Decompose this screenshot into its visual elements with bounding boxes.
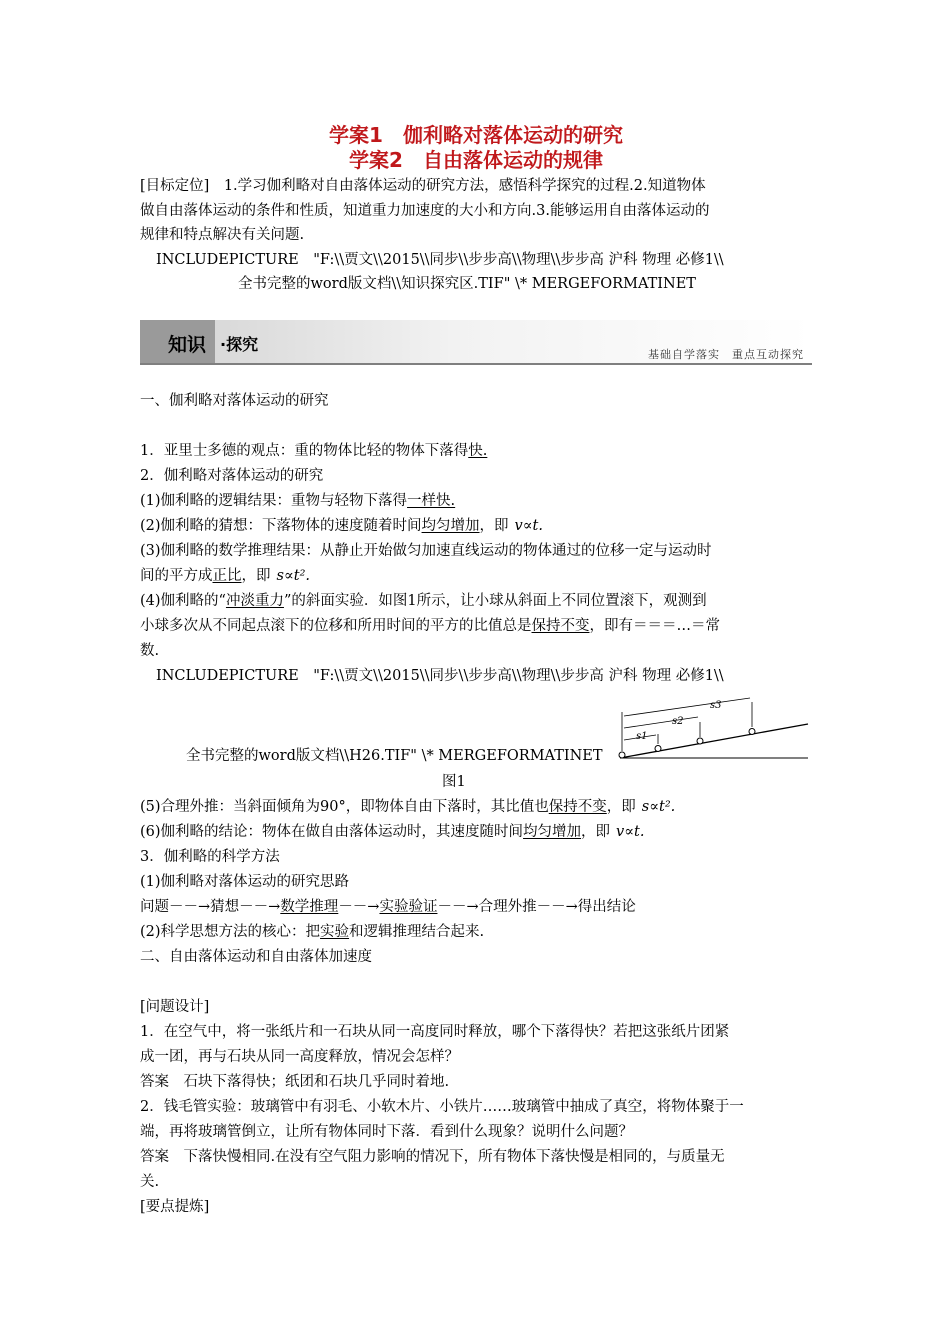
para-7 (140, 797, 675, 817)
formula: v∝t. (514, 518, 543, 534)
text: 和逻辑推理结合起来. (349, 924, 485, 940)
incline-figure (614, 692, 814, 764)
include-field-line-1: INCLUDEPICTURE "F:\\贾文\\2015\\同步\\步步高\\物理\\步步高 沪科 物理 必修1\\ (156, 252, 724, 268)
section-1-heading: 一、伽利略对落体运动的研究 (140, 393, 329, 409)
answer-2a: 答案 下落快慢相同.在没有空气阻力影响的情况下，所有物体下落快慢是相同的，与质量无 (140, 1149, 725, 1165)
formula: s∝t². (276, 568, 311, 584)
answer-blank: 数学推理 (280, 899, 339, 915)
goals-line-2: 做自由落体运动的条件和性质，知道重力加速度的大小和方向.3.能够运用自由落体运动的 (140, 203, 710, 219)
banner-title-rest: ·探究 (220, 335, 259, 354)
text: (1)伽利略的逻辑结果：重物与轻物下落得 (140, 493, 408, 509)
answer-blank: 快. (468, 443, 488, 459)
answer-1: 答案 石块下落得快；纸团和石块几乎同时着地. (140, 1074, 450, 1090)
question-2b: 端，再将玻璃管倒立，让所有物体同时下落．看到什么现象？说明什么问题？ (140, 1124, 633, 1140)
text: (5)合理外推：当斜面倾角为90°，即物体自由下落时，其比值也 (140, 799, 549, 815)
section-banner (140, 320, 812, 365)
answer-blank: 均匀增加 (523, 824, 582, 840)
text: ”的斜面实验．如图1所示，让小球从斜面上不同位置滚下，观测到 (283, 593, 707, 609)
para-3 (140, 491, 455, 511)
research-flow (140, 897, 636, 917)
para-4 (140, 516, 543, 536)
text: ，即 (479, 518, 509, 534)
answer-blank: 保持不变 (548, 799, 607, 815)
label-s1: s1 (636, 731, 648, 742)
question-1b: 成一团，再与石块从同一高度释放，情况会怎样？ (140, 1049, 459, 1065)
answer-blank: 冲淡重力 (225, 593, 284, 609)
text: 小球多次从不同起点滚下的位移和所用时间的平方的比值总是 (140, 618, 532, 634)
text: ，即 (606, 799, 636, 815)
text: ，即 (241, 568, 271, 584)
para-12 (140, 922, 484, 942)
text: ，即有＝＝＝…＝常 (589, 618, 720, 634)
para-6c: 数. (140, 643, 160, 659)
para-6b (140, 616, 720, 636)
banner-rule (140, 363, 812, 365)
label-s2: s2 (672, 716, 684, 727)
text: 问题－－→猜想－－→ (140, 899, 281, 915)
answer-blank: 正比 (212, 568, 242, 584)
label-s3: s3 (710, 700, 722, 711)
text: ，即 (581, 824, 611, 840)
para-9: 3．伽利略的科学方法 (140, 849, 280, 865)
text: －－→合理外推－－→得出结论 (437, 899, 636, 915)
para-6a (140, 591, 707, 611)
figure-caption: 图1 (442, 774, 466, 790)
title-2: 学案2 自由落体运动的规律 (349, 148, 603, 172)
para-8 (140, 822, 645, 842)
question-1a: 1．在空气中，将一张纸片和一石块从同一高度同时释放，哪个下落得快？若把这张纸片团紧 (140, 1024, 730, 1040)
ball-3 (749, 729, 755, 735)
incline-line (620, 724, 808, 758)
goals-line-3: 规律和特点解决有关问题. (140, 227, 305, 243)
banner-subtitle: 基础自学落实 重点互动探究 (648, 348, 804, 361)
ball-1 (655, 746, 661, 752)
answer-blank: 保持不变 (531, 618, 590, 634)
problem-design-label: [问题设计] (140, 999, 210, 1015)
include-field-line-2: 全书完整的word版文档\\知识探究区.TIF" \* MERGEFORMATINET (238, 276, 696, 292)
text: (2)伽利略的猜想：下落物体的速度随着时间 (140, 518, 422, 534)
formula: v∝t. (616, 824, 645, 840)
answer-blank: 均匀增加 (421, 518, 480, 534)
banner-title-bold: 知识 (168, 334, 207, 356)
include-field-2-line-1: INCLUDEPICTURE "F:\\贾文\\2015\\同步\\步步高\\物理\\步步高 沪科 物理 必修1\\ (156, 668, 724, 684)
include-field-2-line-2: 全书完整的word版文档\\H26.TIF" \* MERGEFORMATINET (186, 748, 603, 764)
text: (4)伽利略的“ (140, 593, 226, 609)
answer-blank: 一样快. (407, 493, 456, 509)
answer-blank: 实验验证 (379, 899, 438, 915)
section-2-heading: 二、自由落体运动和自由落体加速度 (140, 949, 372, 965)
key-points-label: [要点提炼] (140, 1199, 210, 1215)
answer-2b: 关. (140, 1174, 160, 1190)
text: 间的平方成 (140, 568, 213, 584)
para-10: (1)伽利略对落体运动的研究思路 (140, 874, 350, 890)
para-5a: (3)伽利略的数学推理结果：从静止开始做匀加速直线运动的物体通过的位移一定与运动时 (140, 543, 712, 559)
goals-line-1: [目标定位] 1.学习伽利略对自由落体运动的研究方法，感悟科学探究的过程.2.知道物体 (140, 178, 706, 194)
ball-start (619, 752, 625, 758)
title-1: 学案1 伽利略对落体运动的研究 (329, 123, 623, 147)
text: (2)科学思想方法的核心：把 (140, 924, 321, 940)
para-2: 2．伽利略对落体运动的研究 (140, 468, 324, 484)
text: 1．亚里士多德的观点：重的物体比轻的物体下落得 (140, 443, 469, 459)
text: －－→ (338, 899, 380, 915)
para-5b (140, 566, 310, 586)
text: (6)伽利略的结论：物体在做自由落体运动时，其速度随时间 (140, 824, 524, 840)
answer-blank: 实验 (320, 924, 350, 940)
ball-2 (697, 738, 703, 744)
formula: s∝t². (641, 799, 676, 815)
arrow-s3 (624, 698, 750, 716)
para-1 (140, 441, 487, 461)
arrow-s2 (624, 717, 698, 728)
question-2a: 2．钱毛管实验：玻璃管中有羽毛、小软木片、小铁片……玻璃管中抽成了真空，将物体聚于一 (140, 1099, 744, 1115)
